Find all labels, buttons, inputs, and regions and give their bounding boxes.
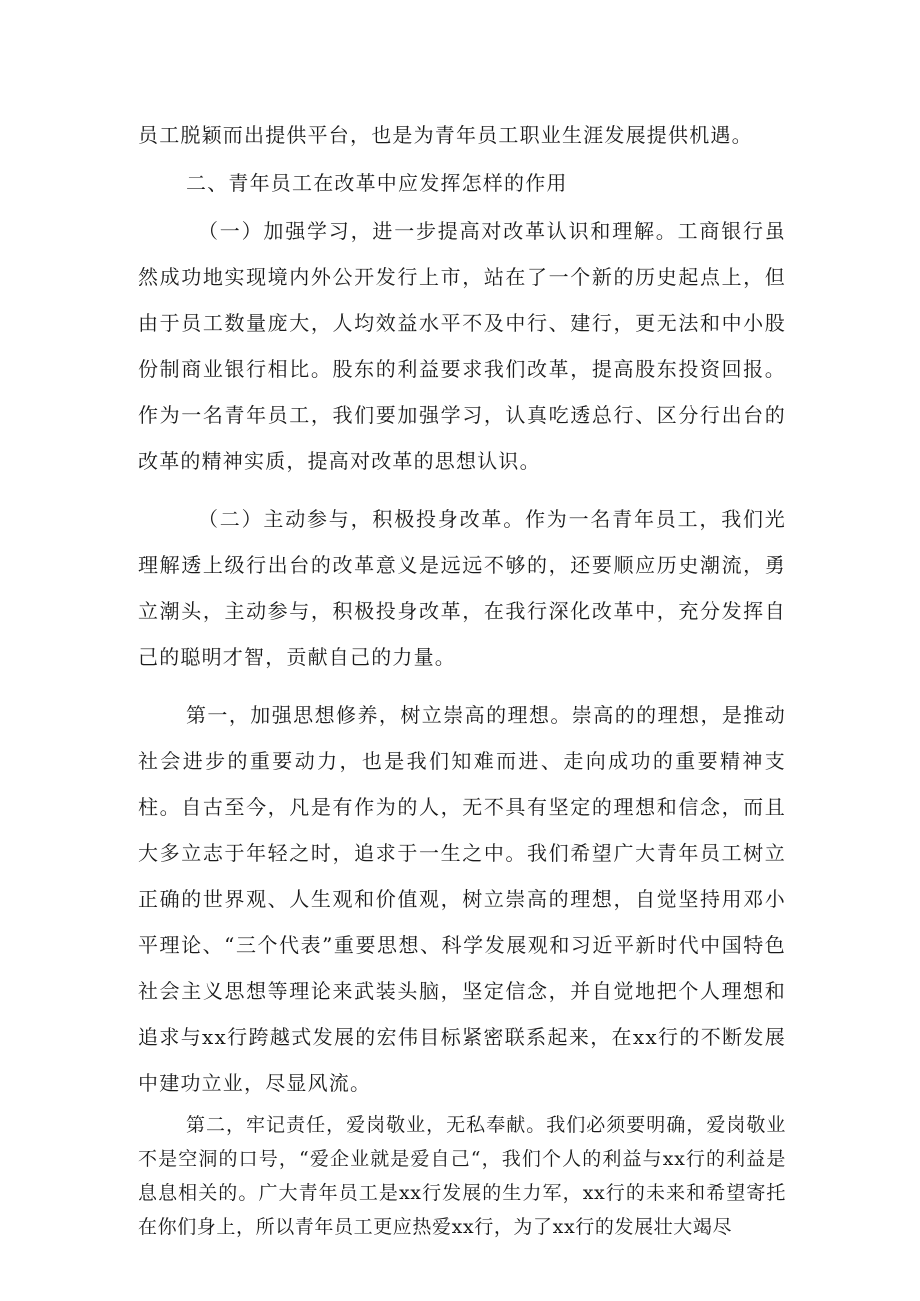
section-heading: 二、青年员工在改革中应发挥怎样的作用 [186, 171, 568, 195]
paragraph-continuation: 员工脱颖而出提供平台，也是为青年员工职业生涯发展提供机遇。 [138, 123, 753, 147]
paragraph-first-point: 第一，加强思想修养，树立崇高的理想。崇高的的理想，是推动社会进步的重要动力，也是我们知难而进、走向成功的重要精神支柱。自古至今，凡是有作为的人，无不具有坚定的理想和信念，而且大多立志于年轻之时，追求于一生之中。我们希望广大青年员工树立正确的世界观、人生观和价值观，树立崇高的理想，自觉坚持用邓小平理论、“三个代表”重要思想、科学发展观和习近平新时代中国特色社会主义思想等理论来武装头脑，坚定信念，并自觉地把个人理想和追求与xx行跨越式发展的宏伟目标紧密联系起来，在xx行的不断发展中建功立业，尽显风流。 [138, 703, 786, 1095]
paragraph-study: （一）加强学习，进一步提高对改革认识和理解。工商银行虽然成功地实现境内外公开发行上市，站在了一个新的历史起点上，但由于员工数量庞大，人均效益水平不及中行、建行，更无法和中小股份制商业银行相比。股东的利益要求我们改革，提高股东投资回报。作为一名青年员工，我们要加强学习，认真吃透总行、区分行出台的改革的精神实质，提高对改革的思想认识。 [138, 219, 786, 473]
document-body [138, 112, 786, 1244]
paragraph-participate: （二）主动参与，积极投身改革。作为一名青年员工，我们光理解透上级行出台的改革意义是远远不够的，还要顺应历史潮流，勇立潮头，主动参与，积极投身改革，在我行深化改革中，充分发挥自己的聪明才智，贡献自己的力量。 [138, 507, 786, 669]
paragraph-second-point: 第二，牢记责任，爱岗敬业，无私奉献。我们必须要明确，爱岗敬业不是空洞的口号，“爱企业就是爱自己“，我们个人的利益与xx行的利益是息息相关的。广大青年员工是xx行发展的生力军，xx行的未来和希望寄托在你们身上，所以青年员工更应热爱xx行，为了xx行的发展壮大竭尽 [138, 1114, 786, 1238]
